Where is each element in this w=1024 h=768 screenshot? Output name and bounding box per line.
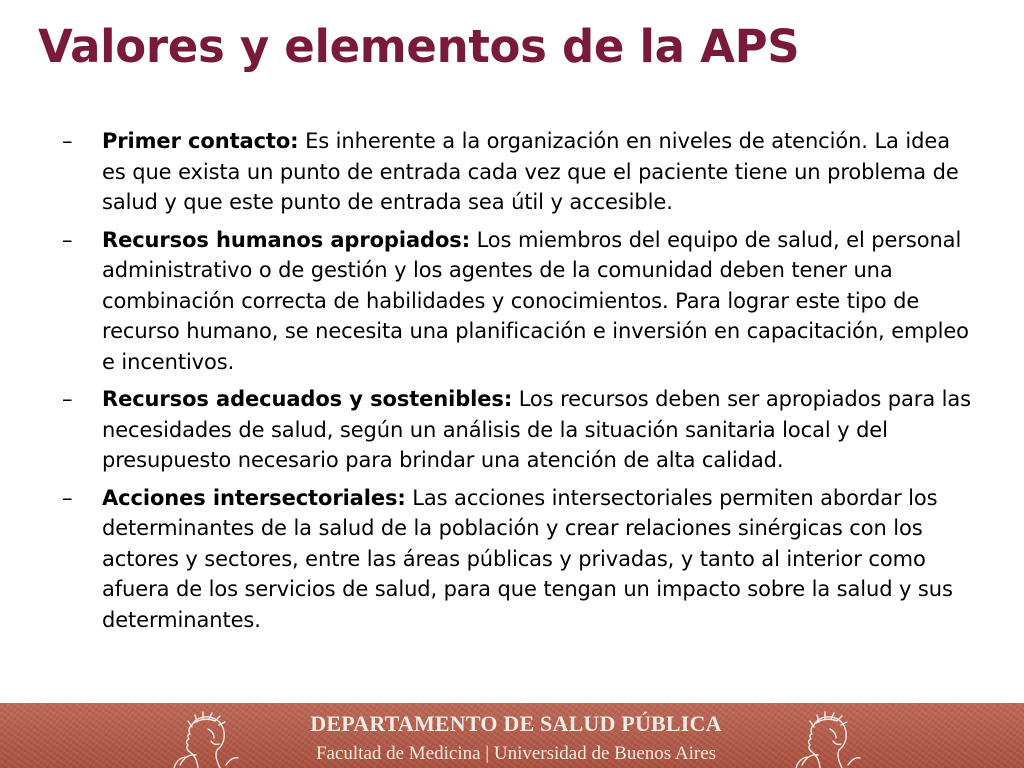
bullet-item-recursos-adecuados xyxy=(62,384,977,476)
bullet-term: Recursos humanos apropiados: xyxy=(102,227,470,252)
bullet-item-recursos-humanos xyxy=(62,225,977,378)
bullet-description: Las acciones intersectoriales permiten abordar los determinantes de la salud de la población y crear relaciones sinérgicas con los actores y sectores, entre las áreas públicas y privadas, y tanto al interior como afuera de los servicios de salud, para que tengan un impacto sobre la salud y sus determinantes. xyxy=(102,485,953,632)
bullet-description: Es inherente a la organización en niveles de atención. La idea es que exista un punto de entrada cada vez que el paciente tiene un problema de salud y que este punto de entrada sea útil y accesible. xyxy=(102,129,959,214)
bullet-term: Acciones intersectoriales: xyxy=(102,485,406,510)
bullet-item-acciones-intersectoriales xyxy=(62,483,977,636)
bullet-dash: – xyxy=(62,387,73,411)
bullet-description: Los miembros del equipo de salud, el personal administrativo o de gestión y los agentes de la comunidad deben tener una combinación correcta de habilidades y conocimientos. Para lograr este tipo de recurso humano, se necesita una planificación e inversión en capacitación, empleo e incentivos. xyxy=(102,227,969,374)
slide-title: Valores y elementos de la APS xyxy=(38,20,800,73)
faculty-name: Facultad de Medicina | Universidad de Buenos Aires xyxy=(315,743,717,764)
department-name: DEPARTAMENTO DE SALUD PÚBLICA xyxy=(310,711,722,736)
bullet-text xyxy=(102,483,977,636)
bullet-dash: – xyxy=(62,129,73,153)
bullet-item-primer-contacto xyxy=(62,126,977,218)
bullet-description: Los recursos deben ser apropiados para las necesidades de salud, según un análisis de la situación sanitaria local y del presupuesto necesario para brindar una atención de alta calidad. xyxy=(102,387,972,472)
bullet-dash: – xyxy=(62,227,73,252)
bullet-term: Primer contacto: xyxy=(102,129,299,153)
profile-head-emblem-icon xyxy=(168,707,240,768)
bullet-term: Recursos adecuados y sostenibles: xyxy=(102,387,513,411)
bullet-text xyxy=(102,384,977,476)
bullet-text xyxy=(102,126,977,218)
profile-head-emblem-icon xyxy=(790,707,862,768)
bullet-list xyxy=(62,126,977,642)
footer-banner xyxy=(0,703,1024,768)
bullet-dash: – xyxy=(62,485,73,510)
bullet-text xyxy=(102,225,977,378)
